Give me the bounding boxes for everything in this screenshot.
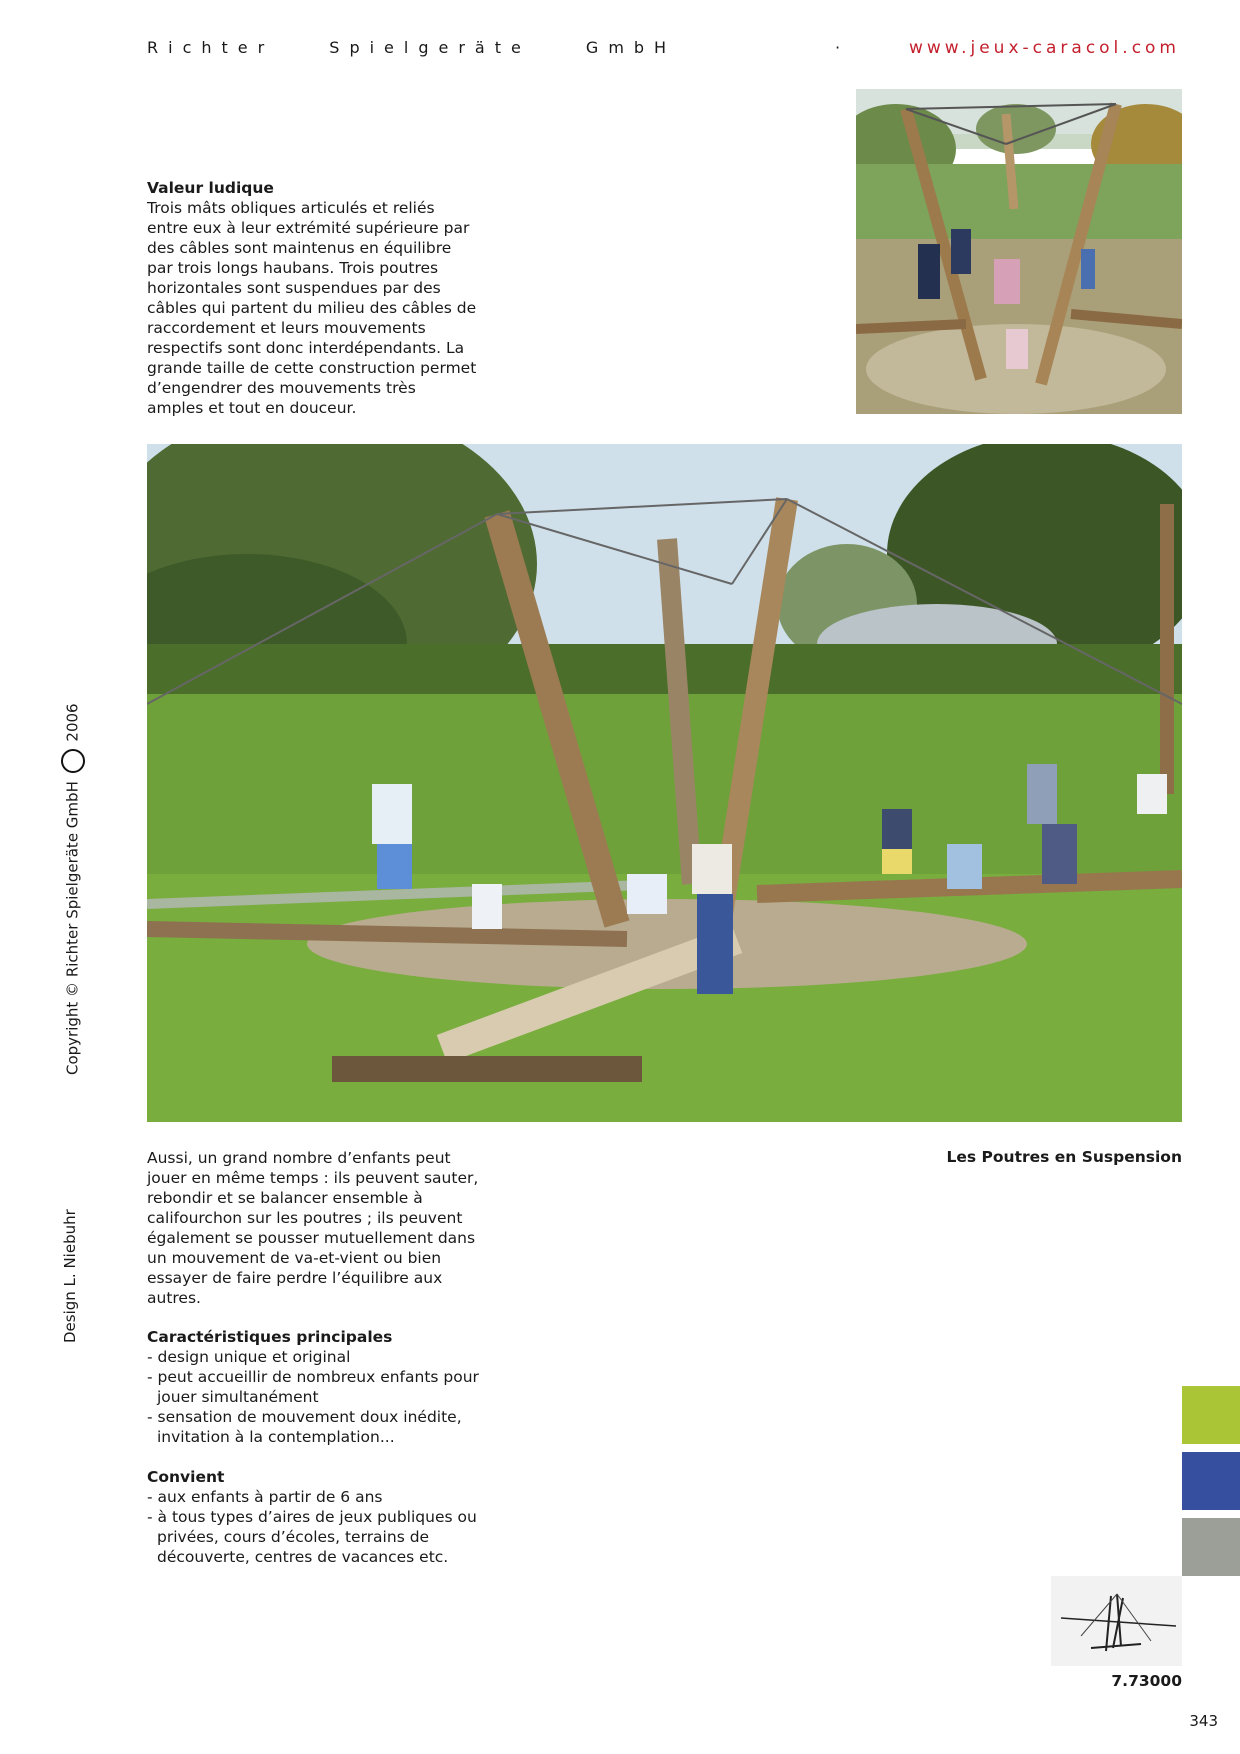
list-item: - aux enfants à partir de 6 ans [147, 1488, 383, 1506]
copyright-vertical [61, 703, 85, 1075]
list-item: - sensation de mouvement doux inédite, invitation à la contemplation... [147, 1408, 462, 1446]
design-credit: Design L. Niebuhr [61, 1209, 79, 1343]
website-link[interactable]: www.jeux-caracol.com [908, 38, 1180, 58]
product-name: Les Poutres en Suspension [946, 1148, 1182, 1166]
aussi-paragraph: Aussi, un grand nombre d’enfants peut jouer en même temps : ils peuvent sauter, rebondir et se balancer ensemble à califourchon sur les poutres ; ils peuvent également se pousser mutuellement dans un mouvement de va-et-vient ou bien essayer de faire perdre l’équilibre aux autres. [147, 1149, 479, 1307]
caracteristiques-section [147, 1327, 487, 1447]
company-name: Richter Spielgeräte GmbH [147, 38, 677, 57]
caracteristiques-title: Caractéristiques principales [147, 1328, 393, 1346]
convient-section [147, 1467, 487, 1567]
copyright-text: Copyright © Richter Spielgeräte GmbH [63, 781, 82, 1075]
valeur-ludique-body: Trois mâts obliques articulés et reliés entre eux à leur extrémité supérieure par des câbles sont maintenus en équilibre par trois longs haubans. Trois poutres horizontales sont suspendues par des câbles qui partent du milieu des câbles de raccordement et leurs mouvements respectifs sont donc interdépendants. La grande taille de cette construction permet d’engendrer des mouvements très amples et tout en douceur. [147, 199, 477, 417]
list-item: - design unique et original [147, 1348, 351, 1366]
product-code: 7.73000 [1111, 1672, 1182, 1690]
list-item: - à tous types d’aires de jeux publiques ou privées, cours d’écoles, terrains de découverte, centres de vacances etc. [147, 1508, 477, 1566]
color-swatch-blue [1182, 1452, 1240, 1510]
caracteristiques-list [147, 1347, 487, 1447]
color-swatch-green [1182, 1386, 1240, 1444]
color-swatch-gray [1182, 1518, 1240, 1576]
caracol-logo-icon [61, 749, 85, 773]
list-item: - peut accueillir de nombreux enfants pour jouer simultanément [147, 1368, 479, 1406]
product-sketch-thumbnail [1051, 1576, 1182, 1666]
photo-playground-top [856, 89, 1182, 414]
convient-list [147, 1487, 487, 1567]
valeur-ludique-section [147, 178, 477, 418]
page-header [147, 38, 1180, 62]
photo-playground-main [147, 444, 1182, 1122]
convient-title: Convient [147, 1468, 225, 1486]
copyright-year: 2006 [63, 703, 82, 742]
page-number: 343 [1189, 1712, 1218, 1730]
valeur-ludique-title: Valeur ludique [147, 179, 274, 197]
header-separator: · [835, 38, 851, 57]
